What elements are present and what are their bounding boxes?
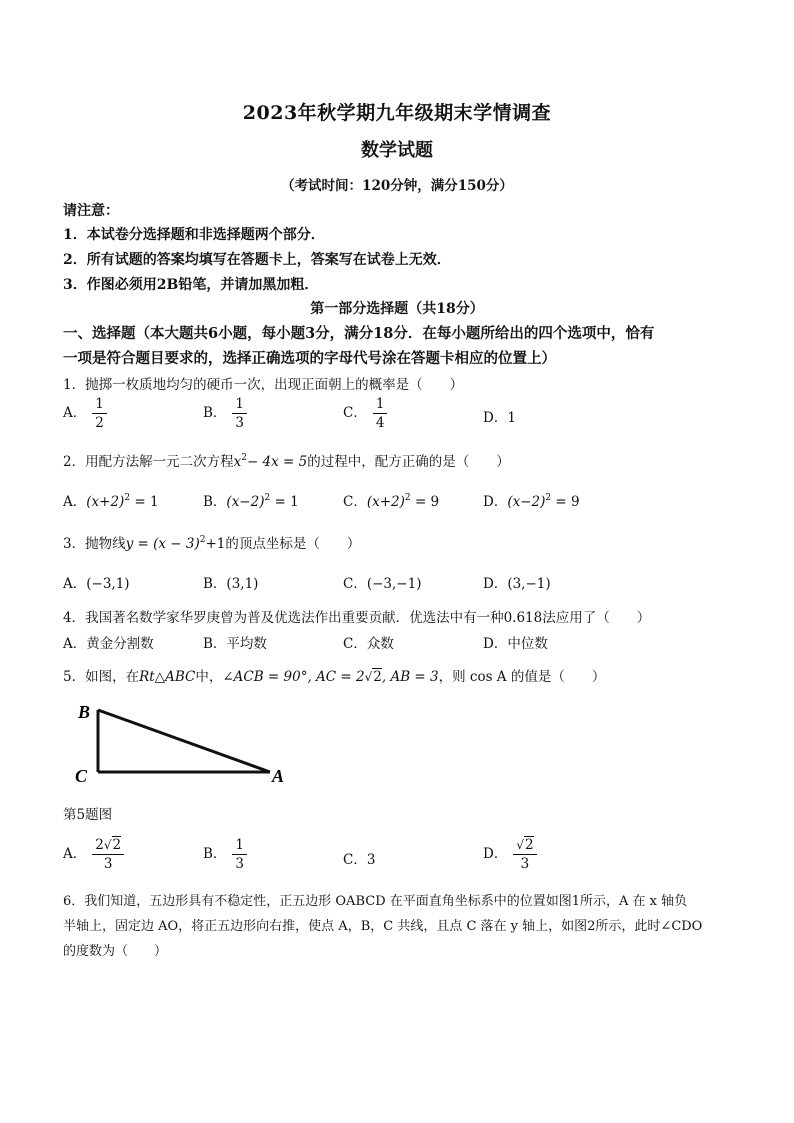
option-text: (−3,−1) — [366, 576, 422, 592]
option-label: C． — [343, 576, 367, 592]
denominator: 3 — [235, 415, 245, 431]
section-instructions: 一、选择题（本大题共6小题，每小题3分，满分18分．在每小题所给出的四个选项中，恰有 — [63, 325, 655, 342]
equation: +1 — [205, 536, 226, 552]
stem-text: 的顶点坐标是（ ） — [225, 536, 361, 552]
denominator: 3 — [103, 856, 113, 872]
option-text: 3 — [366, 852, 376, 868]
q3-option-d[interactable] — [483, 572, 551, 592]
radicand: 2 — [112, 837, 122, 853]
q3-option-c[interactable] — [343, 572, 421, 592]
exponent: 2 — [124, 493, 131, 503]
vertex-b-label: B — [78, 702, 91, 722]
option-expr: (x−2) — [507, 494, 546, 510]
numerator: 1 — [232, 837, 247, 855]
option-expr: = 1 — [274, 494, 299, 510]
sqrt-sign: √ — [516, 838, 524, 852]
option-text: 黄金分割数 — [86, 636, 154, 652]
stem-text: 5．如图，在 — [63, 669, 140, 685]
question-1-stem: 1．抛掷一枚质地均匀的硬币一次，出现正面朝上的概率是（ ） — [63, 377, 464, 393]
equation: − 4x = 5 — [246, 454, 308, 470]
option-label: A． — [63, 494, 87, 510]
note-item: 1．本试卷分选择题和非选择题两个部分． — [63, 227, 325, 243]
question-6-stem: 6．我们知道，五边形具有不稳定性，正五边形 OABCD 在平面直角坐标系中的位置如图1所示，A 在 x 轴负 — [63, 894, 688, 909]
option-expr: = 9 — [555, 494, 580, 510]
option-label: B． — [203, 846, 227, 862]
numerator — [513, 837, 536, 855]
option-expr: (x+2) — [366, 494, 405, 510]
denominator: 4 — [375, 415, 385, 431]
q5-option-b[interactable] — [203, 837, 247, 872]
exponent: 2 — [199, 535, 206, 545]
subject-title: 数学试题 — [361, 140, 433, 161]
option-label: A． — [63, 636, 87, 652]
exam-title: 2023年秋学期九年级期末学情调查 — [242, 102, 552, 124]
equation: y = (x − 3) — [125, 536, 200, 552]
option-label: C． — [343, 494, 367, 510]
exam-info: （考试时间：120分钟，满分150分） — [281, 178, 513, 194]
option-label: B． — [203, 494, 227, 510]
option-label: D． — [483, 846, 508, 862]
sqrt-sign: √ — [103, 838, 112, 852]
q4-option-d[interactable] — [483, 632, 548, 652]
note-item: 2．所有试题的答案均填写在答题卡上，答案写在试卷上无效． — [63, 252, 451, 268]
radicand: 2 — [524, 837, 534, 853]
exponent: 2 — [241, 453, 247, 463]
option-label: C． — [343, 405, 367, 421]
exponent: 2 — [404, 493, 411, 503]
triangle-figure — [70, 696, 300, 788]
numerator: 1 — [232, 396, 247, 414]
option-text: 平均数 — [226, 636, 267, 652]
condition: ∠ACB = 90°, AC = 2 — [222, 669, 365, 685]
stem-text: 3．抛物线 — [63, 536, 126, 552]
radicand: 2 — [373, 669, 382, 685]
denominator: 2 — [95, 415, 104, 431]
option-label: D． — [483, 576, 508, 592]
option-label: B． — [203, 405, 227, 421]
option-label: A． — [63, 576, 87, 592]
notes-heading: 请注意： — [63, 203, 119, 219]
option-expr: (x−2) — [226, 494, 265, 510]
option-label: A． — [63, 846, 87, 862]
q3-option-b[interactable] — [203, 572, 258, 592]
q1-option-a[interactable] — [63, 396, 107, 431]
section-instructions: 一项是符合题目要求的，选择正确选项的字母代号涂在答题卡相应的位置上） — [63, 350, 556, 367]
question-5-stem — [63, 665, 605, 685]
numerator: 1 — [92, 396, 107, 414]
triangle-name: Rt△ABC — [139, 669, 196, 685]
option-label: B． — [203, 576, 227, 592]
q2-option-c[interactable] — [343, 490, 439, 510]
option-text: 1 — [507, 410, 516, 426]
option-text: 众数 — [366, 636, 394, 652]
option-text: 中位数 — [507, 636, 548, 652]
stem-text: 的过程中，配方正确的是（ ） — [307, 454, 510, 470]
question-2-stem — [63, 450, 510, 470]
option-expr: (x+2) — [86, 494, 125, 510]
q5-option-c[interactable] — [343, 848, 375, 868]
option-expr: = 1 — [134, 494, 159, 510]
option-label: C． — [343, 852, 367, 868]
option-text: (3,−1) — [507, 576, 551, 592]
condition: , AB = 3 — [381, 669, 439, 685]
q5-option-a[interactable] — [63, 837, 124, 872]
question-6-stem: 半轴上，固定边 AO，将正五边形向右推，使点 A，B，C 共线，且点 C 落在 y 轴上，如图2所示，此时∠CDO — [63, 919, 703, 934]
note-item: 3．作图必须用2B铅笔，并请加黑加粗． — [63, 277, 319, 293]
equation: x — [233, 454, 242, 470]
vertex-c-label: C — [75, 766, 88, 786]
denominator: 3 — [235, 856, 245, 872]
q3-option-a[interactable] — [63, 572, 130, 592]
side-ab — [98, 710, 270, 772]
numerator — [92, 837, 124, 855]
question-4-stem: 4．我国著名数学家华罗庚曾为普及优选法作出重要贡献．优选法中有一种0.618法应用了（ ） — [63, 610, 651, 626]
q1-option-d[interactable] — [483, 406, 516, 426]
q2-option-d[interactable] — [483, 490, 580, 510]
q4-option-b[interactable] — [203, 632, 267, 652]
option-label: D． — [483, 494, 508, 510]
denominator: 3 — [520, 856, 530, 872]
coefficient: 2 — [95, 837, 104, 853]
q1-option-b[interactable] — [203, 396, 247, 431]
option-label: C． — [343, 636, 367, 652]
numerator: 1 — [373, 396, 388, 414]
part1-title: 第一部分选择题（共18分） — [310, 301, 484, 317]
question-3-stem — [63, 532, 360, 552]
figure-caption: 第5题图 — [63, 807, 113, 823]
option-expr: = 9 — [414, 494, 440, 510]
stem-text: ，则 cos A 的值是（ ） — [438, 669, 606, 685]
q2-option-b[interactable] — [203, 490, 299, 510]
q5-option-d[interactable] — [483, 837, 537, 872]
option-text: (3,1) — [226, 576, 259, 592]
sqrt-sign: √ — [364, 670, 373, 684]
option-label: D． — [483, 410, 508, 426]
q1-option-c[interactable] — [343, 396, 387, 431]
q2-option-a[interactable] — [63, 490, 159, 510]
option-text: (−3,1) — [86, 576, 130, 592]
option-label: B． — [203, 636, 227, 652]
vertex-a-label: A — [272, 766, 285, 786]
exponent: 2 — [264, 493, 271, 503]
q4-option-a[interactable] — [63, 632, 154, 652]
option-label: A． — [63, 405, 87, 421]
exponent: 2 — [545, 493, 552, 503]
stem-text: 2．用配方法解一元二次方程 — [63, 454, 234, 470]
option-label: D． — [483, 636, 508, 652]
stem-text: 中， — [195, 669, 223, 685]
question-6-stem: 的度数为（ ） — [63, 944, 168, 959]
q4-option-c[interactable] — [343, 632, 394, 652]
